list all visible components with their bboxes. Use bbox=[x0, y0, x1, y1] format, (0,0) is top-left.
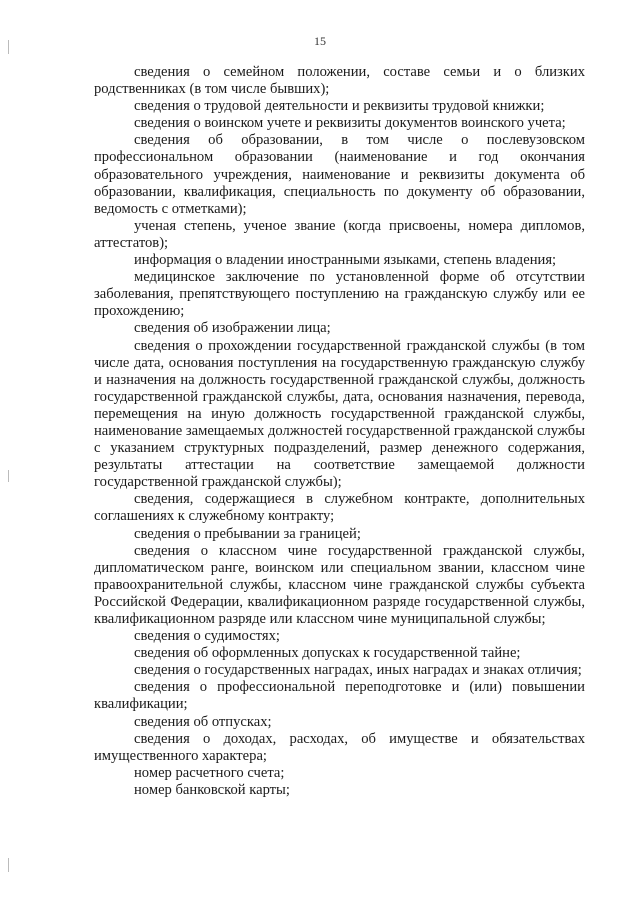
list-item: сведения о трудовой деятельности и реквизиты трудовой книжки; bbox=[134, 98, 545, 115]
scan-edge-mark bbox=[8, 40, 9, 54]
list-item: сведения о судимостях; bbox=[134, 628, 280, 645]
list-item: информация о владении иностранными языками, степень владения; bbox=[134, 252, 557, 269]
scan-edge-mark bbox=[8, 858, 9, 872]
list-item: номер расчетного счета; bbox=[134, 764, 285, 781]
list-item: сведения о государственных наградах, иных наградах и знаках отличия; bbox=[134, 662, 582, 679]
scan-edge-mark bbox=[8, 470, 9, 482]
page-number: 15 bbox=[314, 34, 326, 48]
list-item: сведения об отпусках; bbox=[134, 713, 272, 730]
list-item: сведения о классном чине государственной гражданской службы, дипломатическом ранге, воинском или специальном звании, классном чине правоохранительной службы, классном чине гражданской службы субъекта Российской Федерации, квалификационном разряде государственной службы, квалификационном разряде или классном чине муниципальной службы; bbox=[94, 542, 585, 627]
list-item: сведения о доходах, расходах, об имуществе и обязательствах имущественного характера; bbox=[94, 730, 585, 764]
list-item: сведения о семейном положении, составе семьи и о близких родственниках (в том числе бывших); bbox=[94, 64, 585, 98]
list-item: сведения о пребывании за границей; bbox=[134, 525, 361, 542]
list-item: сведения об изображении лица; bbox=[134, 320, 331, 337]
list-item: медицинское заключение по установленной форме об отсутствии заболевания, препятствующего поступлению на гражданскую службу или ее прохождению; bbox=[94, 269, 585, 320]
list-item: сведения об образовании, в том числе о послевузовском профессиональном образовании (наименование и год окончания образовательного учреждения, наименование и реквизиты документа об образовании, квалификация, специальность по документу об образовании, ведомость с отметками); bbox=[94, 132, 585, 217]
document-body bbox=[94, 64, 585, 799]
list-item: сведения о профессиональной переподготовке и (или) повышении квалификации; bbox=[94, 679, 585, 713]
list-item: сведения об оформленных допусках к государственной тайне; bbox=[134, 645, 521, 662]
list-item: номер банковской карты; bbox=[134, 781, 290, 798]
list-item: сведения о прохождении государственной гражданской службы (в том числе дата, основания поступления на государственную гражданскую службу и назначения на должность государственной гражданской службы, должность государственной гражданской службы, дата, основания назначения, перевода, перемещения на иную должность государственной гражданской службы, наименование замещаемых должностей государственной гражданской службы с указанием структурных подразделений, размер денежного содержания, результаты аттестации на соответствие замещаемой должности государственной гражданской службы); bbox=[94, 337, 585, 491]
list-item: сведения о воинском учете и реквизиты документов воинского учета; bbox=[134, 115, 566, 132]
list-item: ученая степень, ученое звание (когда присвоены, номера дипломов, аттестатов); bbox=[94, 217, 585, 251]
list-item: сведения, содержащиеся в служебном контракте, дополнительных соглашениях к служебному контракту; bbox=[94, 491, 585, 525]
